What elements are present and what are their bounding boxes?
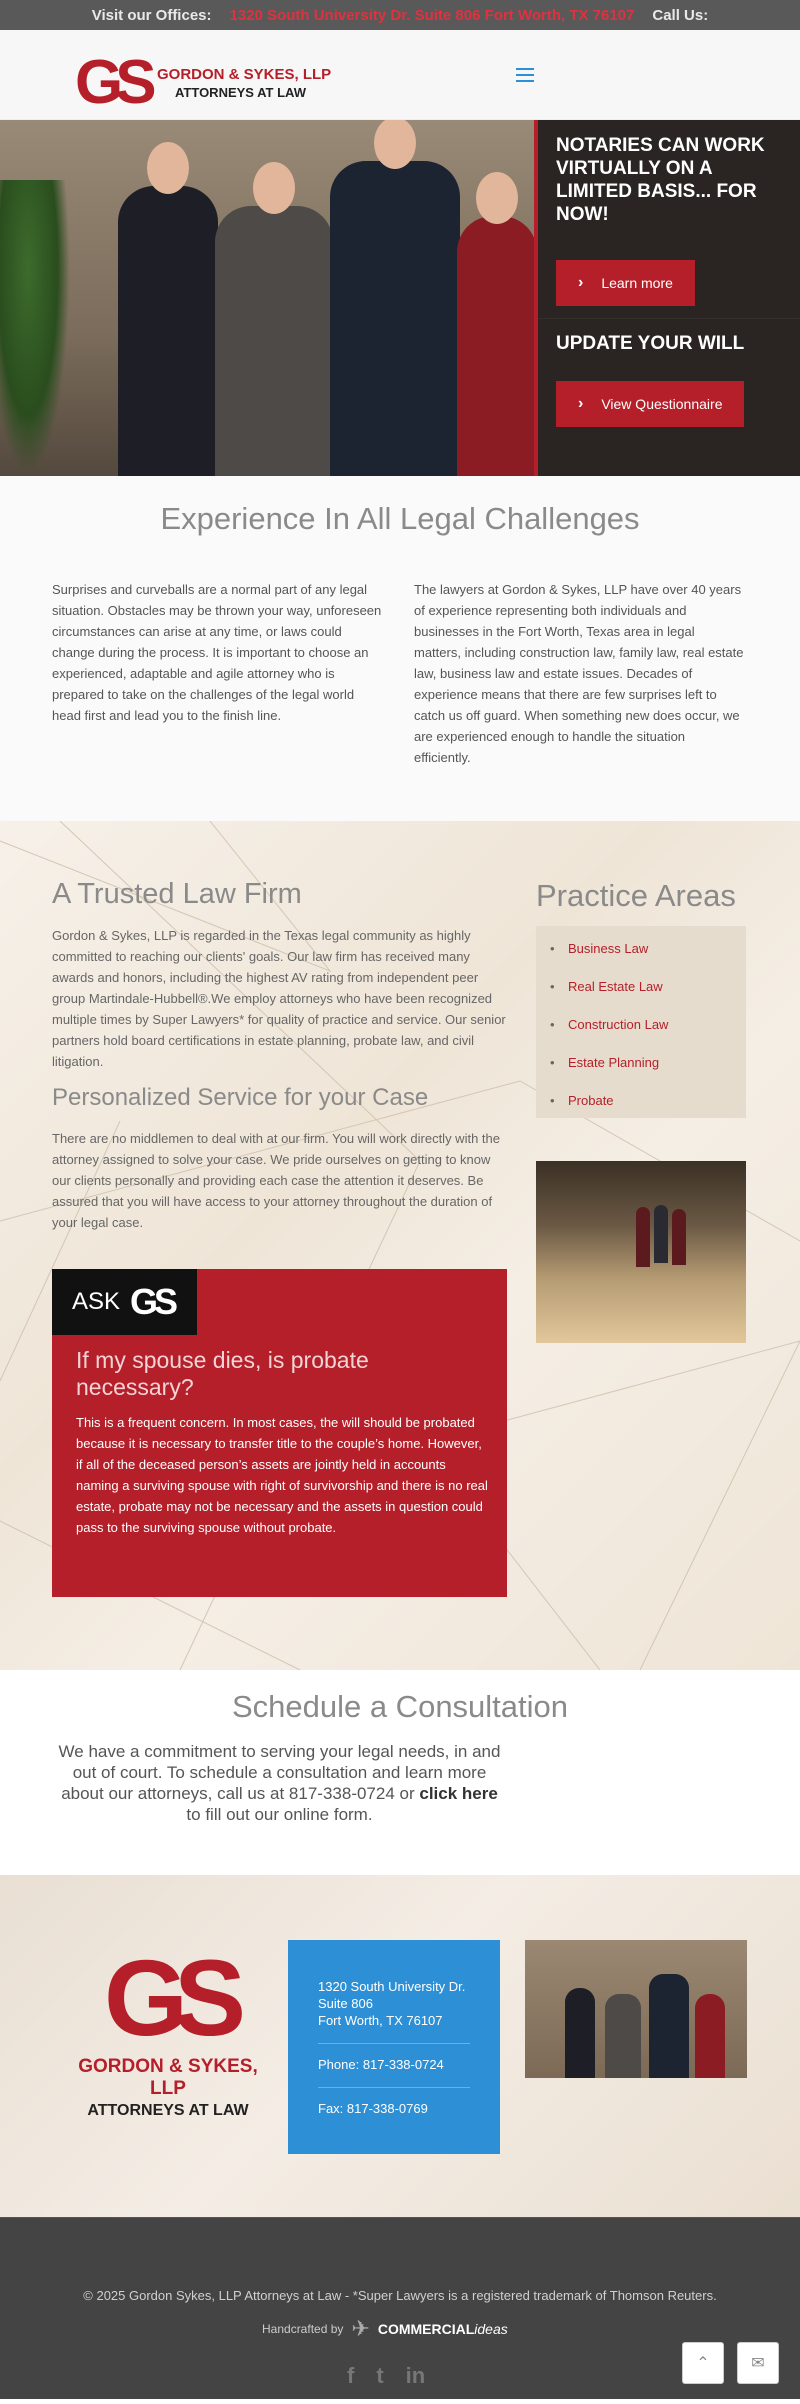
site-logo[interactable]	[75, 48, 332, 117]
chevron-up-icon: ⌃	[696, 2355, 710, 2372]
practice-areas-list	[536, 926, 746, 1118]
contact-card	[288, 1940, 500, 2154]
hero-section	[0, 120, 800, 476]
commercial-ideas-link[interactable]: COMMERCIALideas	[377, 2321, 508, 2337]
practice-item-construction-law[interactable]: • Construction Law	[568, 1012, 746, 1050]
site-header	[0, 30, 800, 120]
experience-right-text: The lawyers at Gordon & Sykes, LLP have over 40 years of experience representing both individuals and businesses in the Fort Worth, Texas area in legal matters, including construction law, family law, real estate law, business law and estate issues. Decades of experience means that there are few surprises left to catch us off guard. When something new does occur, we are experienced enough to handle the situation efficiently.	[414, 582, 744, 765]
practice-areas-title: Practice Areas	[536, 878, 736, 913]
ask-answer: This is a frequent concern. In most cases, the will should be probated because it is necessary to transfer title to the couple’s home. However, if all of the deceased person’s assets are jointly held in accounts naming a surviving spouse with right of survivorship and there is no real estate, probate may not be necessary and the assets in question could pass to the surviving spouse without probate.	[76, 1415, 488, 1535]
logo-subtitle: ATTORNEYS AT LAW	[175, 85, 306, 100]
experience-title: Experience In All Legal Challenges	[160, 501, 640, 536]
learn-more-label: Learn more	[601, 275, 673, 291]
menu-icon[interactable]	[516, 68, 534, 82]
envelope-icon: ✉	[751, 2355, 765, 2372]
chevron-right-icon: ›	[578, 395, 584, 412]
footer-section	[0, 1875, 800, 2217]
ask-gs-box	[52, 1269, 507, 1597]
update-will-title: UPDATE YOUR WILL	[556, 333, 745, 354]
handcrafted-label: Handcrafted by	[262, 2322, 344, 2336]
plant-decor	[0, 180, 70, 476]
ask-gs-tag	[52, 1269, 197, 1335]
trusted-title: A Trusted Law Firm	[52, 878, 302, 910]
experience-left-text: Surprises and curveballs are a normal part of any legal situation. Obstacles may be thrown your way, unforeseen circumstances can arise at any time, or laws could change during the process. It is important to choose an experienced, adaptable and agile attorney who is prepared to take on the challenges of the legal world head first and lead you to the finish line.	[52, 582, 382, 723]
attorney-figure	[118, 186, 218, 476]
attorney-figure	[457, 216, 537, 476]
footer-logo-subtitle: ATTORNEYS AT LAW	[87, 2101, 249, 2119]
footer-address-line2: Suite 806	[318, 1996, 373, 2011]
logo-firm-name: GORDON & SYKES, LLP	[157, 66, 332, 83]
trusted-section	[0, 821, 800, 1670]
footer-team-photo	[525, 1940, 747, 2078]
experience-section	[0, 476, 800, 821]
ask-monogram: GS	[130, 1281, 175, 1322]
service-body: There are no middlemen to deal with at our firm. You will work directly with the attorney assigned to solve your case. We pride ourselves on getting to know our clients personally and providing each case the attention it deserves. Be assured that you will have access to your attorney throughout the duration of your legal case.	[52, 1131, 500, 1230]
view-questionnaire-label: View Questionnaire	[601, 396, 723, 412]
scroll-top-button[interactable]	[682, 2342, 724, 2384]
copyright-text: © 2025 Gordon Sykes, LLP Attorneys at Law - *Super Lawyers is a registered trademark of Thomson Reuters.	[83, 2288, 717, 2303]
footer-address-line1: 1320 South University Dr.	[318, 1979, 466, 1994]
schedule-section	[0, 1670, 800, 1875]
trusted-body: Gordon & Sykes, LLP is regarded in the Texas legal community as highly committed to reaching our clients' goals. Our law firm has received many awards and honors, including the highest AV rating from independent peer group Martindale-Hubbell®.We employ attorneys who have been recognized multiple times by Super Lawyers* for quality of practice and service. Our senior partners hold board certifications in estate planning, probate law, and civil litigation.	[52, 928, 506, 1069]
top-info-bar	[0, 0, 800, 30]
schedule-title: Schedule a Consultation	[231, 1689, 569, 1724]
view-questionnaire-button[interactable]	[556, 381, 744, 427]
ask-question: If my spouse dies, is probate necessary?	[76, 1347, 369, 1400]
lobby-photo	[536, 1161, 746, 1343]
call-label: Call Us:	[652, 6, 709, 24]
twitter-icon[interactable]: t	[376, 2363, 384, 2388]
commercial-ideas-logo-icon: ✈	[351, 2316, 370, 2341]
practice-item-estate-planning[interactable]: • Estate Planning	[568, 1050, 746, 1088]
office-address-link[interactable]: 1320 South University Dr. Suite 806 Fort Worth, TX 76107	[229, 6, 635, 24]
schedule-text: We have a commitment to serving your legal needs, in and out of court. To schedule a consultation and learn more about our attorneys, call us at 817-338-0724 or click here to fill out our online form.	[58, 1742, 501, 1824]
attorney-figure	[215, 206, 333, 476]
ask-word: ASK	[72, 1288, 121, 1315]
footer-logo[interactable]	[60, 1937, 276, 2120]
attorney-figure	[330, 161, 460, 476]
social-links	[347, 2363, 425, 2389]
contact-email-button[interactable]	[737, 2342, 779, 2384]
facebook-icon[interactable]: f	[347, 2363, 355, 2388]
footer-address-line3: Fort Worth, TX 76107	[318, 2013, 443, 2028]
practice-item-probate[interactable]: • Probate	[568, 1088, 746, 1126]
attorneys-photo	[0, 120, 534, 476]
visit-label: Visit our Offices:	[91, 6, 212, 24]
practice-item-real-estate-law[interactable]: • Real Estate Law	[568, 974, 746, 1012]
chevron-right-icon: ›	[578, 274, 584, 291]
footer-fax: Fax: 817-338-0769	[318, 2101, 428, 2116]
footer-logo-firm: GORDON & SYKES, LLP	[78, 2055, 258, 2099]
click-here-link[interactable]: click here	[419, 1784, 498, 1803]
practice-item-business-law[interactable]: • Business Law	[568, 936, 746, 974]
hero-promo-panel	[534, 120, 800, 476]
service-title: Personalized Service for your Case	[52, 1084, 429, 1111]
footer-phone[interactable]: Phone: 817-338-0724	[318, 2057, 444, 2072]
learn-more-button[interactable]	[556, 260, 695, 306]
logo-monogram: GS	[75, 48, 149, 117]
footer-logo-monogram: GS	[103, 1937, 233, 2058]
handcrafted-credit	[262, 2316, 508, 2342]
notaries-title: NOTARIES CAN WORK VIRTUALLY ON A LIMITED BASIS... FOR NOW!	[556, 135, 765, 225]
linkedin-icon[interactable]: in	[405, 2363, 426, 2388]
bottom-bar	[0, 2217, 800, 2399]
